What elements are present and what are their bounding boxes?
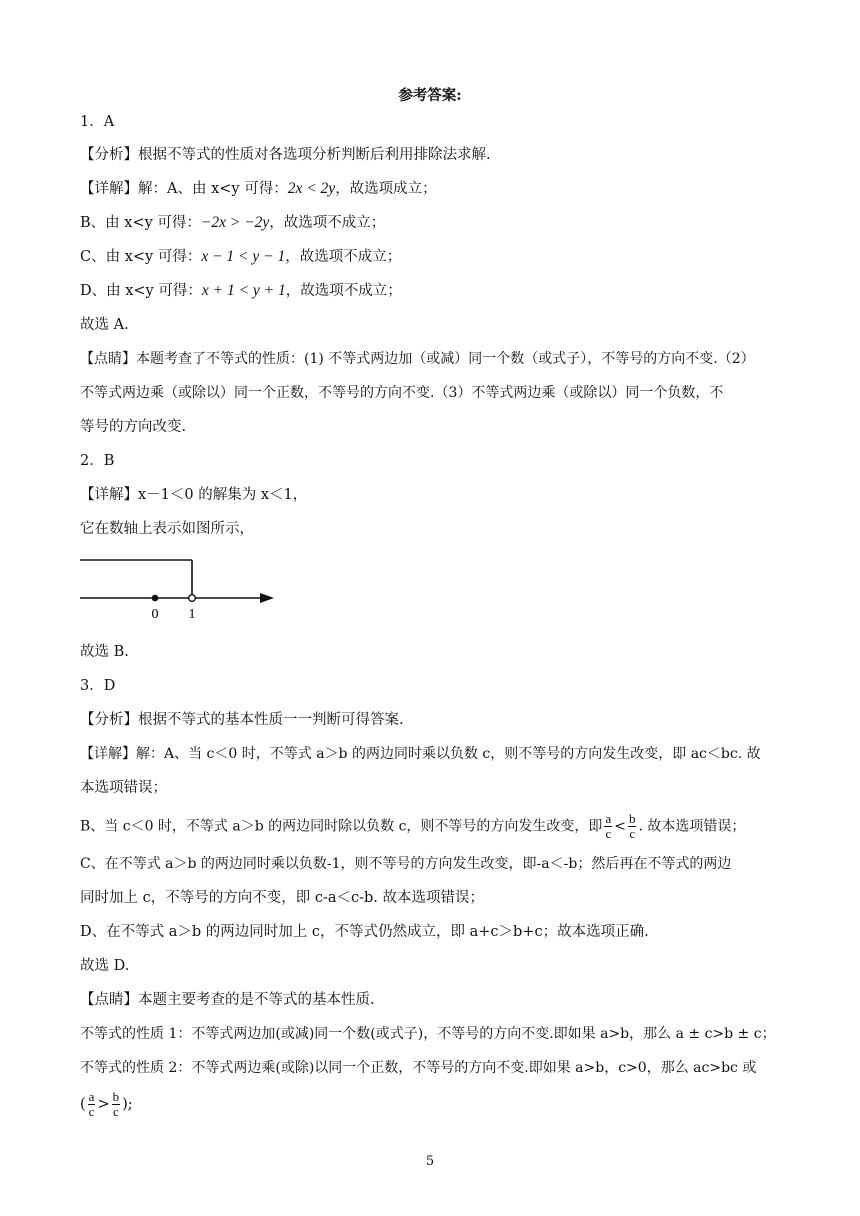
fraction-b-over-c-2: $\frac{b}{c}$ [112,1089,120,1119]
q1-analysis: 【分析】根据不等式的性质对各选项分析判断后利用排除法求解. [80,147,491,163]
tick-label-0: 0 [151,607,159,622]
q1-detail-a: 【详解】解：A、由 x<y 可得：2x < 2y，故选项成立； [80,180,437,197]
q3-option-b: B、当 c＜0 时，不等式 a＞b 的两边同时除以负数 c，则不等号的方向发生改变，即 $\frac{a}{c}$ < $\frac{b}{c}$ . 故本选项错误； [80,811,746,841]
q3-comment: 【点睛】本题主要考查的是不等式的基本性质. [80,992,375,1008]
q2-figure-text: 它在数轴上表示如图所示， [80,521,254,537]
q1-comment-2: 不等式两边乘（或除以）同一个正数，不等号的方向不变.（3）不等式两边乘（或除以）同一个负数，不 [80,385,724,401]
q1-c-math: x − 1 < y − 1 [201,248,286,265]
fraction-a-over-c: $\frac{a}{c}$ [605,811,612,841]
q3-detail-a-2: 本选项错误； [80,780,167,796]
q1-choose: 故选 A. [80,317,129,333]
q1-option-d: D、由 x<y 可得：x + 1 < y + 1，故选项不成立； [80,282,402,299]
tick-label-1: 1 [188,607,196,622]
fraction-b-over-c: $\frac{b}{c}$ [628,811,636,841]
page-number: 5 [425,1154,435,1169]
q1-header: 1．A [80,114,115,130]
q1-b-math: −2x > −2y [200,214,270,231]
q1-comment-1: 【点睛】本题考查了不等式的性质：(1) 不等式两边加（或减）同一个数（或式子），不等号的方向不变.（2） [80,351,755,367]
q2-choose: 故选 B. [80,644,129,660]
q3-detail-a-1: 【详解】解：A、当 c＜0 时，不等式 a＞b 的两边同时乘以负数 c，则不等号的方向发生改变，即 ac＜bc. 故 [80,746,761,762]
q1-comment-3: 等号的方向改变. [80,419,187,435]
q2-detail: 【详解】x－1＜0 的解集为 x＜1， [80,487,308,503]
q3-header: 3．D [80,678,116,694]
open-point-1 [189,595,196,602]
q2-header: 2．B [80,453,115,469]
q3-property-2-fraction: ( $\frac{a}{c}$ > $\frac{b}{c}$ ); [80,1089,133,1119]
q1-d-math: x + 1 < y + 1 [201,282,286,299]
q3-option-c-1: C、在不等式 a＞b 的两边同时乘以负数-1，则不等号的方向发生改变，即-a＜-b；然后再在不等式的两边 [80,856,732,872]
q3-property-1: 不等式的性质 1：不等式两边加(或减)同一个数(或式子)，不等号的方向不变.即如果 a>b，那么 a ± c>b ± c； [80,1026,776,1042]
q1-option-c: C、由 x<y 可得：x − 1 < y − 1，故选项不成立； [80,248,402,265]
page-title: 参考答案: [398,87,462,104]
q1-a-math: 2x < 2y [287,180,336,197]
fraction-a-over-c-2: $\frac{a}{c}$ [88,1089,95,1119]
q3-choose: 故选 D. [80,958,130,974]
q3-analysis: 【分析】根据不等式的基本性质一一判断可得答案. [80,712,404,728]
q3-property-2: 不等式的性质 2：不等式两边乘(或除)以同一个正数，不等号的方向不变.即如果 a>b，c>0，那么 ac>bc 或 [80,1060,757,1076]
axis-arrow-icon [260,593,274,603]
number-line [80,550,280,625]
origin-point [152,595,159,602]
q3-option-c-2: 同时加上 c，不等号的方向不变，即 c-a＜c-b. 故本选项错误； [80,890,485,906]
q1-option-b: B、由 x<y 可得：−2x > −2y，故选项不成立； [80,214,386,231]
q3-option-d: D、在不等式 a＞b 的两边同时加上 c，不等式仍然成立，即 a+c＞b+c；故本选项正确. [80,924,649,940]
